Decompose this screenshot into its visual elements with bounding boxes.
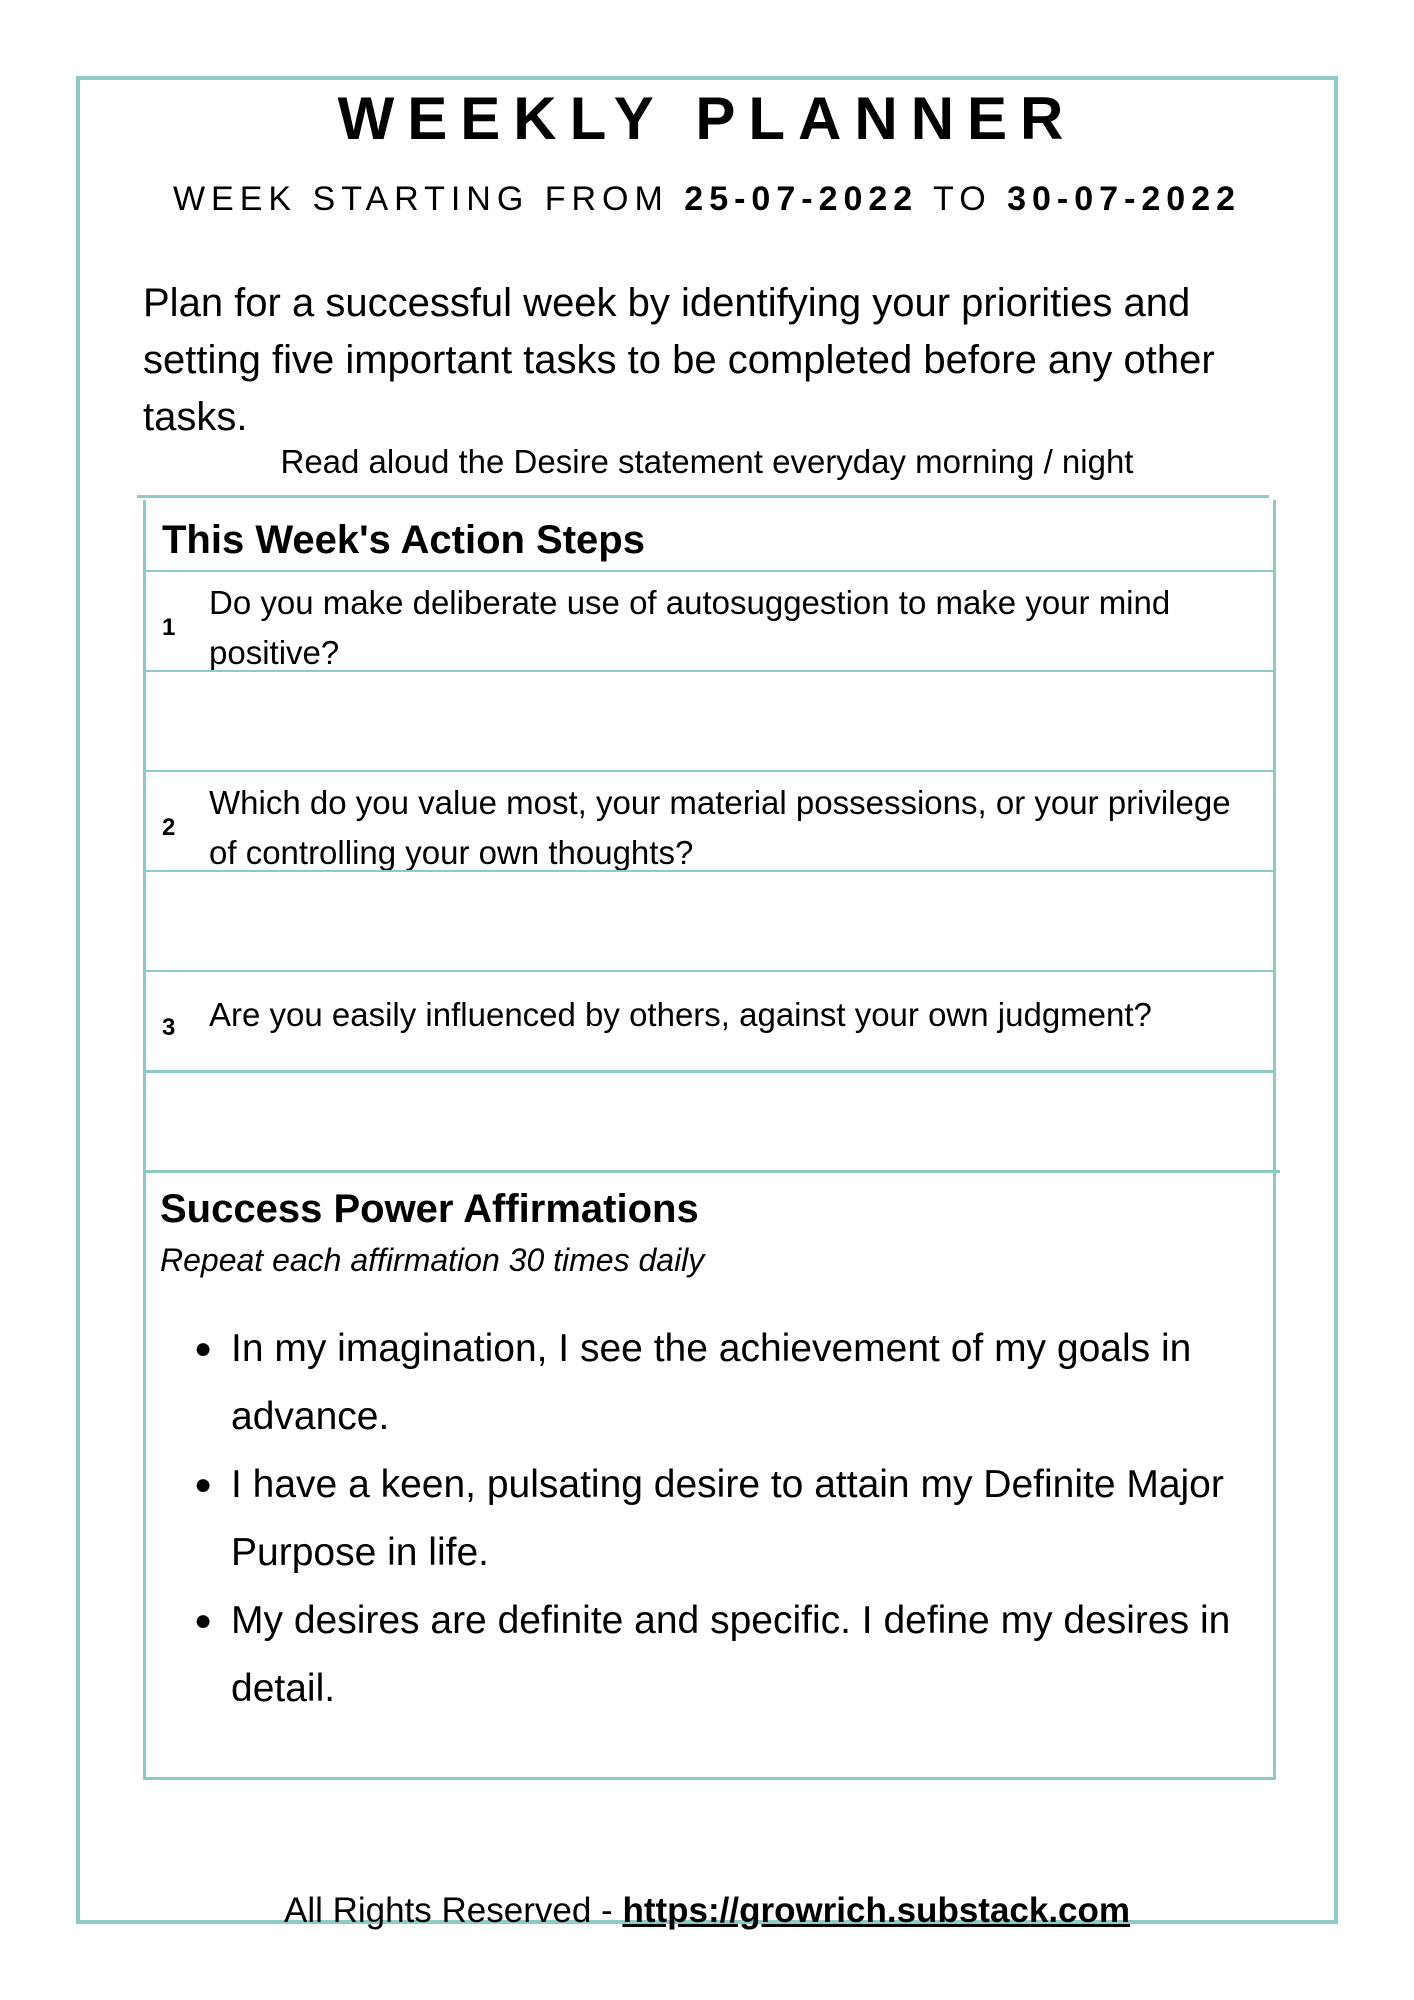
divider — [143, 1170, 1280, 1173]
affirmation-text: In my imagination, I see the achievement of my goals in advance. — [231, 1327, 1192, 1438]
action-number: 2 — [162, 814, 176, 841]
list-item — [190, 1315, 1250, 1451]
action-number: 1 — [162, 614, 176, 641]
list-item — [190, 1451, 1250, 1587]
footer-link[interactable]: https://growrich.substack.com — [622, 1891, 1131, 1930]
list-item — [190, 1587, 1250, 1723]
affirmations-title: Success Power Affirmations — [160, 1187, 699, 1231]
action-question: Are you easily influenced by others, against your own judgment? — [209, 996, 1152, 1033]
action-number: 3 — [162, 1014, 176, 1041]
end-date: 30-07-2022 — [1007, 180, 1242, 218]
affirmations-subtitle: Repeat each affirmation 30 times daily — [160, 1242, 705, 1278]
answer-row-3[interactable] — [146, 1070, 1273, 1170]
bullet-icon: ● — [194, 1604, 213, 1637]
action-row-3 — [146, 970, 1273, 1070]
desire-note: Read aloud the Desire statement everyday morning / night — [280, 443, 1134, 480]
affirmation-text: I have a keen, pulsating desire to attain my Definite Major Purpose in life. — [231, 1463, 1224, 1574]
answer-row-2[interactable] — [146, 870, 1273, 970]
start-date: 25-07-2022 — [684, 180, 919, 218]
affirmation-text: My desires are definite and specific. I define my desires in detail. — [231, 1599, 1231, 1710]
page-title: WEEKLY PLANNER — [337, 85, 1077, 152]
week-range — [0, 180, 1414, 219]
action-question: Do you make deliberate use of autosuggestion to make your mind positive? — [209, 584, 1171, 671]
footer-text: All Rights Reserved - — [283, 1891, 613, 1930]
answer-row-1[interactable] — [146, 670, 1273, 770]
action-row-2 — [146, 770, 1273, 870]
intro-paragraph: Plan for a successful week by identifying your priorities and setting five important tasks to be completed before any other tasks. — [143, 281, 1215, 439]
divider — [137, 495, 1269, 498]
footer — [0, 1891, 1414, 1931]
affirmations-list — [190, 1315, 1250, 1723]
action-question: Which do you value most, your material possessions, or your privilege of controlling your own thoughts? — [209, 784, 1231, 871]
bullet-icon: ● — [194, 1468, 213, 1501]
action-steps-title: This Week's Action Steps — [162, 518, 645, 562]
to-word: TO — [933, 180, 992, 218]
week-prefix: WEEK STARTING FROM — [172, 180, 669, 218]
bullet-icon: ● — [194, 1332, 213, 1365]
action-row-1 — [146, 570, 1273, 670]
